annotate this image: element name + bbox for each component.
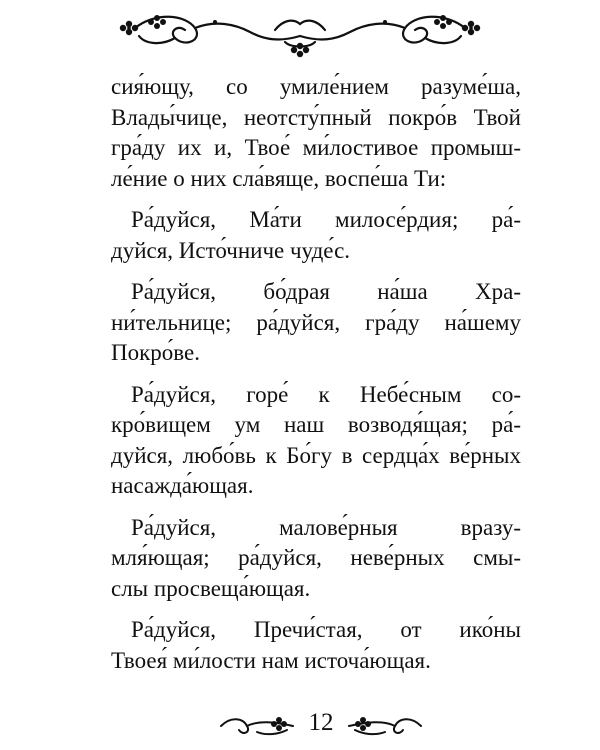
top-ornament-icon <box>115 6 485 58</box>
text-line: Ра́дуйся, бо́драя на́ша Хра- <box>131 279 521 304</box>
paragraph <box>111 513 521 605</box>
paragraph <box>111 72 521 194</box>
text-line: дуйся, Исто́чниче чуде́с. <box>111 237 351 263</box>
text-line: сия́ющу, со умиле́нием разуме́ша, <box>111 74 521 99</box>
text-line: Влады́чице, неотсту́пный покро́в Твой <box>111 104 521 130</box>
page-footer <box>0 706 600 742</box>
text-line: ле́ние о них сла́вяще, воспе́ша Ти: <box>111 165 447 191</box>
text-line: насажда́ющая. <box>111 473 254 498</box>
text-line: Покро́ве. <box>111 340 200 365</box>
paragraph <box>111 205 521 266</box>
paragraph <box>111 615 521 676</box>
text-line: ни́тельнице; ра́дуйся, гра́ду на́шему <box>111 309 521 335</box>
text-line: кро́вищем ум наш возводя́щая; ра́- <box>111 412 521 437</box>
paragraph <box>111 380 521 502</box>
footer-ornament-right-icon <box>345 710 425 738</box>
text-line: Ра́дуйся, Пречи́стая, от ико́ны <box>131 617 521 642</box>
footer-ornament-left-icon <box>217 710 297 738</box>
text-line: Ра́дуйся, малове́рныя вразу- <box>131 514 521 540</box>
text-line: слы просвеща́ющая. <box>111 575 311 601</box>
text-line: Ра́дуйся, Ма́ти милосе́рдия; ра́- <box>131 207 521 232</box>
page-number: 12 <box>308 709 334 736</box>
text-line: Ра́дуйся, горе́ к Небе́сным со- <box>131 381 521 407</box>
prayer-text <box>111 72 521 676</box>
paragraph <box>111 277 521 369</box>
text-line: дуйся, любо́вь к Бо́гу в сердца́х ве́рных <box>111 442 521 468</box>
text-line: Твоея́ ми́лости нам источа́ющая. <box>111 647 431 673</box>
text-line: гра́ду их и, Твое́ ми́лостивое промыш- <box>111 135 521 160</box>
text-line: мля́ющая; ра́дуйся, неве́рных смы- <box>111 545 521 570</box>
